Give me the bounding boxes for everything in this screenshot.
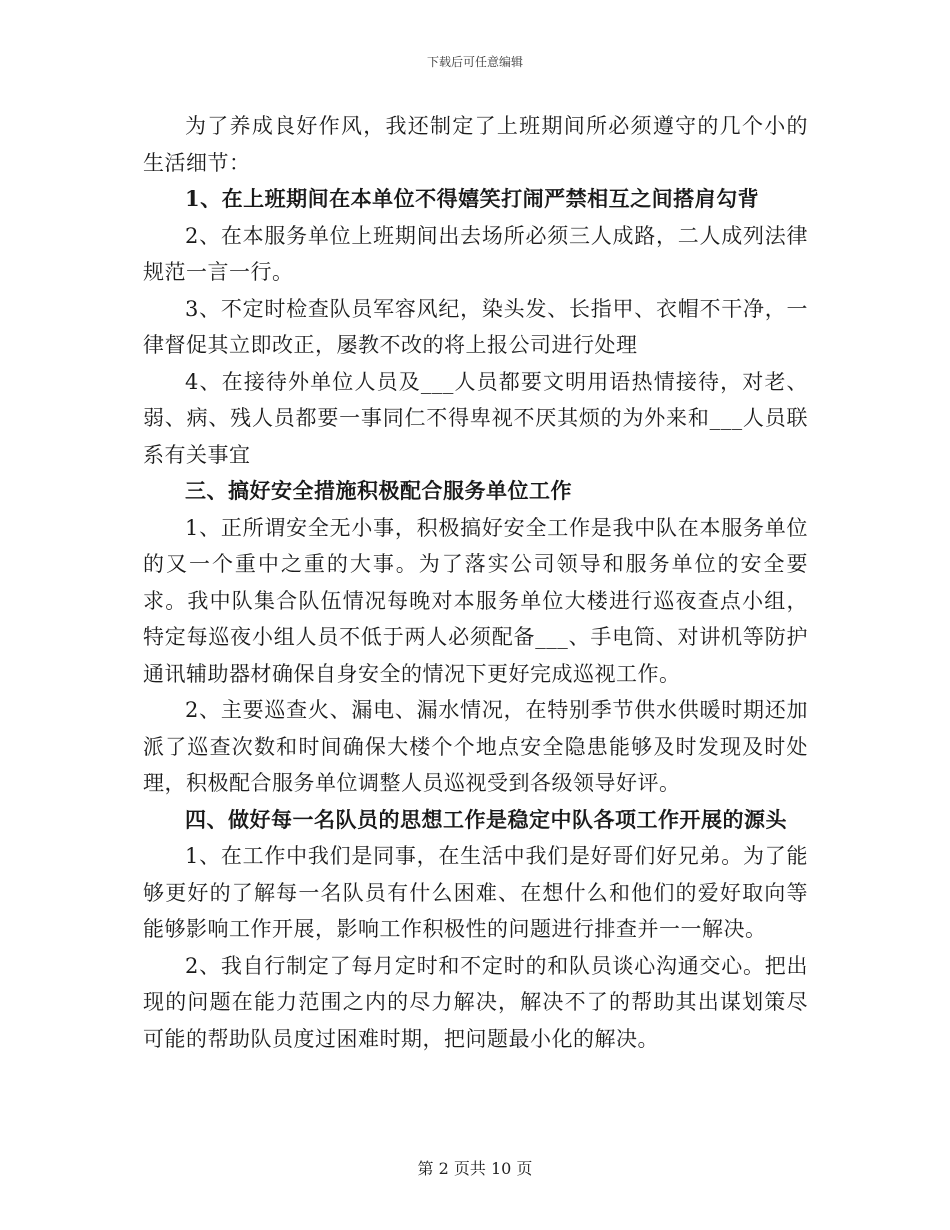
document-body xyxy=(143,108,808,1057)
paragraph-intro: 为了养成良好作风，我还制定了上班期间所必须遵守的几个小的生活细节： xyxy=(143,114,808,175)
page-number: 第 2 页共 10 页 xyxy=(417,1159,533,1178)
section-4-heading: 四、做好每一名队员的思想工作是稳定中队各项工作开展的源头 xyxy=(185,806,787,832)
rule-4: 4、在接待外单位人员及___人员都要文明用语热情接待，对老、弱、病、残人员都要一事同仁不得卑视不厌其烦的为外来和___人员联系有关事宜 xyxy=(143,369,808,467)
rule-1-heading: 1、在上班期间在本单位不得嬉笑打闹严禁相互之间搭肩勾背 xyxy=(185,186,760,211)
section-4-item-2: 2、我自行制定了每月定时和不定时的和队员谈心沟通交心。把出现的问题在能力范围之内的尽力解决，解决不了的帮助其出谋划策尽可能的帮助队员度过困难时期，把问题最小化的解决。 xyxy=(143,953,808,1051)
section-3-item-2: 2、主要巡查火、漏电、漏水情况，在特别季节供水供暖时期还加派了巡查次数和时间确保大楼个个地点安全隐患能够及时发现及时处理，积极配合服务单位调整人员巡视受到各级领导好评。 xyxy=(143,698,808,795)
rule-3: 3、不定时检查队员军容风纪，染头发、长指甲、衣帽不干净，一律督促其立即改正，屡教不改的将上报公司进行处理 xyxy=(143,296,808,357)
section-3-heading: 三、搞好安全措施积极配合服务单位工作 xyxy=(185,478,572,503)
header-note: 下载后可任意编辑 xyxy=(426,55,523,69)
section-4-item-1: 1、在工作中我们是同事，在生活中我们是好哥们好兄弟。为了能够更好的了解每一名队员有什么困难、在想什么和他们的爱好取向等能够影响工作开展，影响工作积极性的问题进行排查并一一解决。 xyxy=(143,844,808,941)
section-3-item-1: 1、正所谓安全无小事，积极搞好安全工作是我中队在本服务单位的又一个重中之重的大事。为了落实公司领导和服务单位的安全要求。我中队集合队伍情况每晚对本服务单位大楼进行巡夜查点小组，特定每巡夜小组人员不低于两人必须配备___、手电筒、对讲机等防护通讯辅助器材确保自身安全的情况下更好完成巡视工作。 xyxy=(143,515,808,686)
rule-2: 2、在本服务单位上班期间出去场所必须三人成路，二人成列法律规范一言一行。 xyxy=(143,223,808,284)
